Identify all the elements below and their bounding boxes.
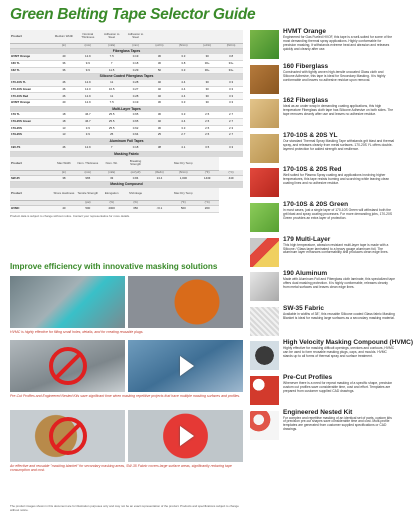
table-cell: 12.9 <box>76 80 100 87</box>
table-cell: 30 <box>148 100 172 107</box>
table-cell: (mils) <box>100 43 124 48</box>
table-cell: 3.8 <box>171 61 195 68</box>
product-swatch-image <box>250 376 279 405</box>
product-swatch-image <box>250 99 279 128</box>
table-cell: 1,000 <box>171 175 195 182</box>
product-name: 160 Fiberglass <box>283 62 329 70</box>
precut-photo <box>128 340 243 392</box>
table-cell: 2.3 <box>219 125 243 132</box>
table-cell: Nominal Thickness <box>76 30 100 43</box>
table-cell: 4.4 <box>171 93 195 100</box>
table-cell: 33+ <box>219 61 243 68</box>
table-cell: HVMC <box>10 206 52 213</box>
table-cell: 2.5 <box>195 125 219 132</box>
table-cell <box>195 30 219 43</box>
fabric-caption: An effective and reusable "masking blanket" for secondary masking areas, SW-35 Fabric covers large surface areas, significantly reducing tape consumption and cost. <box>10 464 232 473</box>
product-swatch-image <box>250 168 279 197</box>
product-name: Engineered Nested Kit <box>283 408 353 416</box>
table-cell: 38 <box>148 145 172 152</box>
product-swatch-image <box>250 272 279 301</box>
fabric-header-row <box>10 157 243 170</box>
table-cell: 30 <box>148 112 172 119</box>
product-entry <box>250 166 395 201</box>
table-cell: 0.64 <box>124 132 148 139</box>
table-cell: 3.3 <box>219 86 243 93</box>
table-cell: 30 <box>148 125 172 132</box>
table-cell: SW-35 <box>10 175 52 182</box>
table-cell: Tensile Strength <box>76 188 100 201</box>
table-cell: Medium Width <box>52 30 76 43</box>
table-cell: Max Dry Temp <box>171 157 195 170</box>
improve-heading: Improve efficiency with innovative masking solutions <box>10 262 218 271</box>
table-cell: 46 <box>52 80 76 87</box>
table-row <box>10 100 243 107</box>
table-cell: Nom. Thickness <box>76 157 100 170</box>
product-description: Available in widths of 38", this reusable Silicone coated Glass fabric Masking Blanket is ideal for masking large surfaces as a secondary masking material. <box>283 311 395 320</box>
table-cell: 40 <box>148 80 172 87</box>
table-cell: 3.3 <box>219 100 243 107</box>
table-cell: 160 7L <box>10 61 52 68</box>
table-cell: (oz/yd²) <box>124 170 148 175</box>
table-cell: 7.5 <box>100 100 124 107</box>
table-cell: Shrinkage <box>124 188 148 201</box>
table-row <box>10 93 243 100</box>
table-cell: HVMT Orange <box>10 54 52 61</box>
table-cell: 30 <box>148 61 172 68</box>
fabric-photo-group <box>10 410 243 472</box>
table-row <box>10 175 243 182</box>
product-list <box>250 28 413 443</box>
table-cell: (in) <box>52 170 76 175</box>
tape-no-photo <box>10 340 125 392</box>
table-cell: (%) <box>124 201 148 206</box>
hvmc-caption: HVMC is highly effective for filling small holes, details, and for creating reusable plugs. <box>10 330 144 334</box>
table-cell: 12.9 <box>76 54 100 61</box>
table-cell: Max Width <box>52 157 76 170</box>
table-cell: 40 <box>52 54 76 61</box>
product-description: Constructed with tightly woven high-tensile uncoated Glass cloth and Silicone Adhesive, this tape is ideal for Secondary Masking. It is highly conformable and leaves no adhesive residue upon removal. <box>283 69 386 82</box>
product-swatch-image <box>250 307 279 336</box>
table-cell: 50 <box>148 67 172 74</box>
section-title: Multi-Layer Tapes <box>10 106 243 112</box>
table-row <box>10 132 243 139</box>
product-name: 162 Fiberglass <box>283 97 329 105</box>
product-swatch-image <box>250 411 279 440</box>
table-row <box>10 145 243 152</box>
table-cell: 965 <box>76 175 100 182</box>
table-cell: (oz/in) <box>148 43 172 48</box>
table-cell: 18 <box>52 112 76 119</box>
table-cell: 25.5 <box>100 125 124 132</box>
table-disclaimer: Product data is subject to change without notice. Contact your representative for more details. <box>10 213 130 218</box>
table-cell: 0.84 <box>124 175 148 182</box>
table-cell: 12.9 <box>76 145 100 152</box>
arrow-right-icon <box>180 426 194 446</box>
compound-header-row <box>10 188 243 201</box>
table-cell: 0.18 <box>124 61 148 68</box>
table-cell: (°F) <box>195 170 219 175</box>
spec-table <box>10 30 243 213</box>
table-row <box>10 119 243 126</box>
section-title: Masking Fabric <box>10 151 243 157</box>
table-cell: 0.65 <box>124 112 148 119</box>
table-cell: 30+ <box>195 67 219 74</box>
table-cell: 38 <box>52 175 76 182</box>
table-cell: 7.5 <box>100 54 124 61</box>
table-cell: 0.28 <box>124 80 148 87</box>
table-cell: 9.9 <box>76 67 100 74</box>
table-cell: 25.5 <box>100 119 124 126</box>
table-row <box>10 112 243 119</box>
table-cell: 1449 <box>195 175 219 182</box>
table-cell: 33 <box>100 175 124 182</box>
table-cell: 3.3 <box>171 125 195 132</box>
product-swatch-image <box>250 65 279 94</box>
table-cell <box>148 157 172 170</box>
table-cell: Max Dry Temp <box>171 188 195 201</box>
table-cell: 3.3 <box>171 112 195 119</box>
table-cell <box>195 188 219 201</box>
spec-tables <box>10 30 243 219</box>
product-description: This high temperature, abrasion resistant multi-layer tape is made with a Silicone / Glass layer laminated to a heavy gauge aluminum foil. The aluminum layer enhances conformability and produces clean edge lines. <box>283 242 389 255</box>
table-cell: 500 <box>76 206 100 213</box>
table-cell: 0.29 <box>124 67 148 74</box>
table-cell: 13 <box>52 132 76 139</box>
table-cell: 25 <box>148 132 172 139</box>
table-cell: 170-10S Red <box>10 93 52 100</box>
table-cell: (lbs/in) <box>148 170 172 175</box>
section-title: Silicone Coated Fiberglass Tapes <box>10 74 243 80</box>
table-cell: 7 <box>100 145 124 152</box>
hvmc-photo-group <box>10 276 243 334</box>
table-cell: 30 <box>195 93 219 100</box>
product-entry <box>250 236 395 271</box>
table-cell: 3.3 <box>219 93 243 100</box>
table-cell: 179-20S <box>10 125 52 132</box>
table-cell: 30 <box>195 80 219 87</box>
table-cell: 4.4 <box>171 80 195 87</box>
table-cell: 179-20S Green <box>10 119 52 126</box>
table-cell: 2.7 <box>171 132 195 139</box>
table-cell: HVMT Orange <box>10 100 52 107</box>
table-cell: 170-10S 7L <box>10 80 52 87</box>
table-cell: Elongation <box>100 188 124 201</box>
table-cell: 3.9 <box>76 125 100 132</box>
product-description: For complex and repetitive masking of an identical set of parts, custom kits of precision pre-cut shapes save considerable time and cost. Multi-profile templates are generated from customer supplied specifications or CAD drawings. <box>283 415 392 432</box>
table-cell: (mils) <box>100 170 124 175</box>
table-cell: (mm) <box>76 170 100 175</box>
table-cell <box>195 157 219 170</box>
table-row <box>10 61 243 68</box>
table-cell: 13 <box>52 125 76 132</box>
product-name: HVMT Orange <box>283 28 326 35</box>
table-cell: 25 <box>100 132 124 139</box>
table-cell: 4.4 <box>171 119 195 126</box>
product-description: Engineered for Gas Fueled HVOF, this tape is a well-suited for some of the most demanding thermal spray applications. Highly conformable for precision masking, it withstands extreme heat and abrasion and releases quickly and cleanly after use. <box>283 35 393 51</box>
table-cell: 12.9 <box>76 100 100 107</box>
table-cell: (°C) <box>219 170 243 175</box>
table-row <box>10 206 243 213</box>
table-cell: 449 <box>219 175 243 182</box>
section-title: Masking Compound <box>10 182 243 188</box>
table-cell: 12.0 <box>76 86 100 93</box>
fabric-photo <box>128 410 243 462</box>
table-cell: (mm) <box>76 43 100 48</box>
product-entry <box>250 270 395 305</box>
table-cell: Adhesion to Steel <box>100 30 124 43</box>
table-cell: 0.28 <box>124 93 148 100</box>
table-cell: 162 7L <box>10 67 52 74</box>
table-cell: 0.18 <box>124 145 148 152</box>
prohibited-icon <box>49 347 87 385</box>
table-cell: 46.7 <box>76 119 100 126</box>
precut-caption: Pre-Cut Profiles and Engineered Nested Kits save significant time when masking repetitive projects that have multiple masking surfaces and profiles. <box>10 394 241 398</box>
table-cell: 30 <box>195 54 219 61</box>
table-cell: 18 <box>52 119 76 126</box>
table-cell: Product <box>10 30 52 43</box>
table-cell: (%) <box>100 201 124 206</box>
product-swatch-image <box>250 238 279 267</box>
table-cell: 40 <box>148 93 172 100</box>
table-cell: 2.7 <box>219 119 243 126</box>
table-cell: 12.9 <box>76 93 100 100</box>
table-cell: (°F) <box>171 201 195 206</box>
hvmc-photo <box>10 276 125 328</box>
table-cell <box>148 30 172 43</box>
table-cell: (mm) <box>124 43 148 48</box>
table-row <box>10 67 243 74</box>
table-cell: 0.65 <box>124 119 148 126</box>
table-cell: 0.19 <box>124 100 148 107</box>
table-cell: (in) <box>52 43 76 48</box>
product-description: Highly effective for masking difficult openings, crevices and contours, HVMC can be used to form reusable masking plugs, caps, and moulds. HVMC stands up to all forms of thermal spray and surface treatment. <box>283 346 395 359</box>
product-entry <box>250 132 395 167</box>
table-cell: 179 7L <box>10 112 52 119</box>
table-cell: 10.5 <box>100 86 124 93</box>
table-cell: 2.5 <box>195 112 219 119</box>
product-entry <box>250 305 395 340</box>
table-cell: 46 <box>52 145 76 152</box>
table-cell: 190-7S <box>10 145 52 152</box>
table-cell: Product <box>10 188 52 201</box>
table-cell: 3.3 <box>171 100 195 107</box>
table-cell: 11.5 <box>100 67 124 74</box>
product-description: Well suited for Plasma Spray coating and applications involving higher temperatures, this tape resists burning and scorching while leaving clean coating lines and no adhesive residue. <box>283 173 390 186</box>
table-cell: (oz/in) <box>195 43 219 48</box>
table-cell: 2000 <box>100 206 124 213</box>
table-cell <box>219 30 243 43</box>
table-cell: (psi) <box>76 201 100 206</box>
table-row <box>10 54 243 61</box>
product-name: 170-10S & 20S Red <box>283 166 342 174</box>
product-swatch-image <box>250 341 279 370</box>
table-cell: 40 <box>52 206 76 213</box>
table-cell: 40 <box>148 119 172 126</box>
product-entry <box>250 28 395 63</box>
product-name: High Velocity Masking Compound (HVMC) <box>283 339 413 347</box>
table-cell: 2.5 <box>195 119 219 126</box>
product-name: SW-35 Fabric <box>283 304 325 312</box>
table-cell: <0.1 <box>148 206 172 213</box>
footer-note: The product images shown in this document are for illustration purposes only and may not be an exact representation of the product. Products and specifications subject to change without notice. <box>10 504 239 512</box>
table-cell: 3.3 <box>219 80 243 87</box>
product-entry <box>250 63 395 98</box>
table-row <box>10 125 243 132</box>
table-cell: 0.62 <box>124 125 148 132</box>
table-header-row <box>10 30 243 43</box>
table-cell <box>171 30 195 43</box>
table-cell: 33+ <box>219 67 243 74</box>
table-cell: Product <box>10 157 52 170</box>
product-description: Our standard Thermal Spray Masking Tape withstands grit blast and thermal spray, and releases cleanly from metal surfaces. 170-20S YL offers double-layered protection for added strength and resilience. <box>283 138 395 151</box>
product-swatch-image <box>250 203 279 232</box>
table-cell: 11 <box>100 93 124 100</box>
fabric-no-photo <box>10 410 125 462</box>
table-cell: 46 <box>52 93 76 100</box>
product-name: 179 Multi-Layer <box>283 235 331 243</box>
table-cell: 25.5 <box>100 112 124 119</box>
product-swatch-image <box>250 30 279 59</box>
table-cell: 40 <box>148 86 172 93</box>
table-cell: (N/cm) <box>171 170 195 175</box>
table-cell: 2.5 <box>195 132 219 139</box>
table-cell: 0.19 <box>124 54 148 61</box>
table-cell: 46 <box>52 86 76 93</box>
table-row <box>10 80 243 87</box>
table-cell: 7 <box>100 61 124 68</box>
product-entry <box>250 339 413 374</box>
table-cell: 9.9 <box>76 61 100 68</box>
product-name: 170-10S & 20S YL <box>283 131 338 139</box>
table-cell: 40 <box>52 100 76 107</box>
table-cell: (°C) <box>195 201 219 206</box>
product-description: Ideal as an under wrap in demanding coating applications, this high temperature Fiberglass cloth tape has Silicone Adhesive on both sides. The tape removes cleanly after use and leaves no adhesive residue. <box>283 104 394 117</box>
product-swatch-image <box>250 134 279 163</box>
prohibited-icon <box>49 417 87 455</box>
table-cell: Nom. Wt. <box>100 157 124 170</box>
product-entry <box>250 201 395 236</box>
table-cell: 179-20S <box>10 132 52 139</box>
table-cell: 3.3 <box>171 67 195 74</box>
table-cell: Adhesion to Steel <box>124 30 148 43</box>
product-entry <box>250 374 395 409</box>
product-name: 190 Aluminum <box>283 270 328 278</box>
table-cell: (N/cm) <box>219 43 243 48</box>
product-name: Pre-Cut Profiles <box>283 373 333 381</box>
page-title: Green Belting Tape Selector Guide <box>10 6 256 23</box>
table-cell: 4.1 <box>171 145 195 152</box>
table-cell: 30 <box>195 100 219 107</box>
table-cell: 3.3 <box>171 54 195 61</box>
table-row <box>10 86 243 93</box>
precut-photo-group <box>10 340 243 398</box>
table-cell: 350 <box>124 206 148 213</box>
table-cell: 30 <box>148 54 172 61</box>
table-cell: 170-10S Green <box>10 86 52 93</box>
table-cell: Shore Hardness <box>52 188 76 201</box>
table-cell: 3.9 <box>76 132 100 139</box>
table-cell <box>148 188 172 201</box>
table-cell: 3.8 <box>219 54 243 61</box>
section-title: Aluminum Foil Tapes <box>10 139 243 145</box>
product-description: Made with Aluminum Foil and Fiberglass cloth laminate, this specialized tape offers dual masking protection. It is highly conformable, releases cleanly from metal surfaces and leaves clean edge lines. <box>283 277 395 290</box>
arrow-right-icon <box>180 356 194 376</box>
hvmc-plug-photo <box>128 276 243 328</box>
table-cell: 0.27 <box>124 86 148 93</box>
table-cell: 260 <box>195 206 219 213</box>
table-cell: 2.7 <box>219 132 243 139</box>
table-cell: 500 <box>171 206 195 213</box>
product-entry <box>250 97 395 132</box>
table-cell: (N/cm) <box>171 43 195 48</box>
product-name: 170-10S & 20S Green <box>283 200 349 208</box>
table-cell: 46.7 <box>76 112 100 119</box>
table-cell: Breaking Strength <box>124 157 148 170</box>
table-cell: 30+ <box>195 61 219 68</box>
table-cell: 2.7 <box>219 112 243 119</box>
table-cell: 3.3 <box>219 145 243 152</box>
table-cell: 36 <box>52 67 76 74</box>
product-entry <box>250 409 395 444</box>
product-description: In most cases, just a single layer of 170-10S Green will withstand both the grit blast and spray coating processes. For more demanding jobs, 170-20S Green provides an extra layer of protection. <box>283 207 393 220</box>
table-cell: 30 <box>195 86 219 93</box>
table-cell: 3.5 <box>195 145 219 152</box>
table-cell: 13.4 <box>148 175 172 182</box>
table-cell: 4.4 <box>171 86 195 93</box>
product-description: Whenever there is a need for repeat masking of a specific shape, precision custom cut profiles save considerable time, cost and effort. Templates are prepared from customer supplied CAD drawings. <box>283 380 393 393</box>
section-title: Fiberglass Tapes <box>10 48 243 54</box>
table-cell: 11 <box>100 80 124 87</box>
table-cell: 36 <box>52 61 76 68</box>
